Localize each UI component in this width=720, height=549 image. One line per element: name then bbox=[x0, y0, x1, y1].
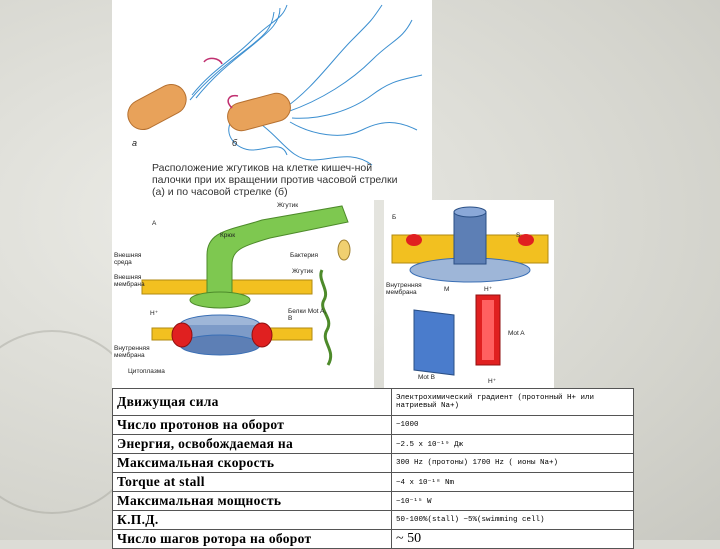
row-value: ~1000 bbox=[392, 416, 634, 435]
row-key: К.П.Д. bbox=[113, 511, 392, 530]
flagellum2-label: Жгутик bbox=[292, 268, 314, 275]
table-row bbox=[113, 416, 634, 435]
motor-properties-table bbox=[112, 388, 634, 549]
row-value: ~4 x 10⁻¹⁸ Nm bbox=[392, 473, 634, 492]
hook-label: Крюк bbox=[220, 232, 236, 239]
row-value: 50-100%(stall) ~5%(swimming cell) bbox=[392, 511, 634, 530]
figure-caption: Расположение жгутиков на клетке кишеч-ной палочки при их вращении против часовой стрелки (а) и по часовой стрелке (б) bbox=[152, 162, 398, 198]
h-plus-bottom-label: H⁺ bbox=[488, 378, 497, 385]
row-value: ~10⁻¹⁵ W bbox=[392, 492, 634, 511]
row-value: 300 Hz (протоны) 1700 Hz ( ионы Na+) bbox=[392, 454, 634, 473]
cytoplasm-label: Цитоплазма bbox=[128, 368, 165, 375]
external-medium-label: Внешняя среда bbox=[114, 252, 142, 266]
mot-a-label: Mot A bbox=[508, 330, 525, 337]
row-key: Максимальная мощность bbox=[113, 492, 392, 511]
row-key: Число протонов на оборот bbox=[113, 416, 392, 435]
row-value: ~ 50 bbox=[392, 530, 634, 549]
bacterium-label: Бактерия bbox=[290, 252, 319, 259]
panel-b-label: Б bbox=[392, 214, 397, 221]
table-row bbox=[113, 454, 634, 473]
label-b: б bbox=[232, 138, 238, 148]
row-value: Электрохимический градиент (протонный H+ или натриевый Na+) bbox=[392, 389, 634, 416]
bacterium-b bbox=[224, 90, 293, 134]
row-key: Движущая сила bbox=[113, 389, 392, 416]
table-row bbox=[113, 511, 634, 530]
panel-a-label: А bbox=[152, 220, 157, 227]
stator-inner-membrane-label: Внутренняя мембрана bbox=[386, 282, 422, 296]
row-value: ~2.5 x 10⁻¹⁹ Дж bbox=[392, 435, 634, 454]
s-label: S bbox=[516, 232, 521, 239]
table-row bbox=[113, 389, 634, 416]
row-key: Torque at stall bbox=[113, 473, 392, 492]
row-key: Максимальная скорость bbox=[113, 454, 392, 473]
table-row bbox=[113, 435, 634, 454]
row-key: Энергия, освобождаемая на bbox=[113, 435, 392, 454]
table-row bbox=[113, 530, 634, 549]
m-label: M bbox=[444, 286, 450, 293]
mot-proteins-label: Белки Mot A, B bbox=[288, 308, 327, 322]
label-a: а bbox=[132, 138, 138, 148]
mot-b-label: Mot B bbox=[418, 374, 435, 381]
h-plus-label: H⁺ bbox=[150, 310, 159, 317]
motor-figure bbox=[112, 200, 374, 388]
row-key: Число шагов ротора на оборот bbox=[113, 530, 392, 549]
table-row bbox=[113, 492, 634, 511]
stator-figure bbox=[384, 200, 554, 388]
outer-membrane-label: Внешняя мембрана bbox=[114, 274, 145, 288]
inner-membrane-label: Внутренняя мембрана bbox=[114, 345, 150, 359]
bacteria-figure bbox=[112, 0, 432, 200]
flagellum-label: Жгутик bbox=[277, 202, 299, 209]
table-row bbox=[113, 473, 634, 492]
motor-illustration bbox=[112, 200, 374, 388]
h-plus-top-label: H⁺ bbox=[484, 286, 493, 293]
bacterium-a bbox=[123, 79, 192, 135]
